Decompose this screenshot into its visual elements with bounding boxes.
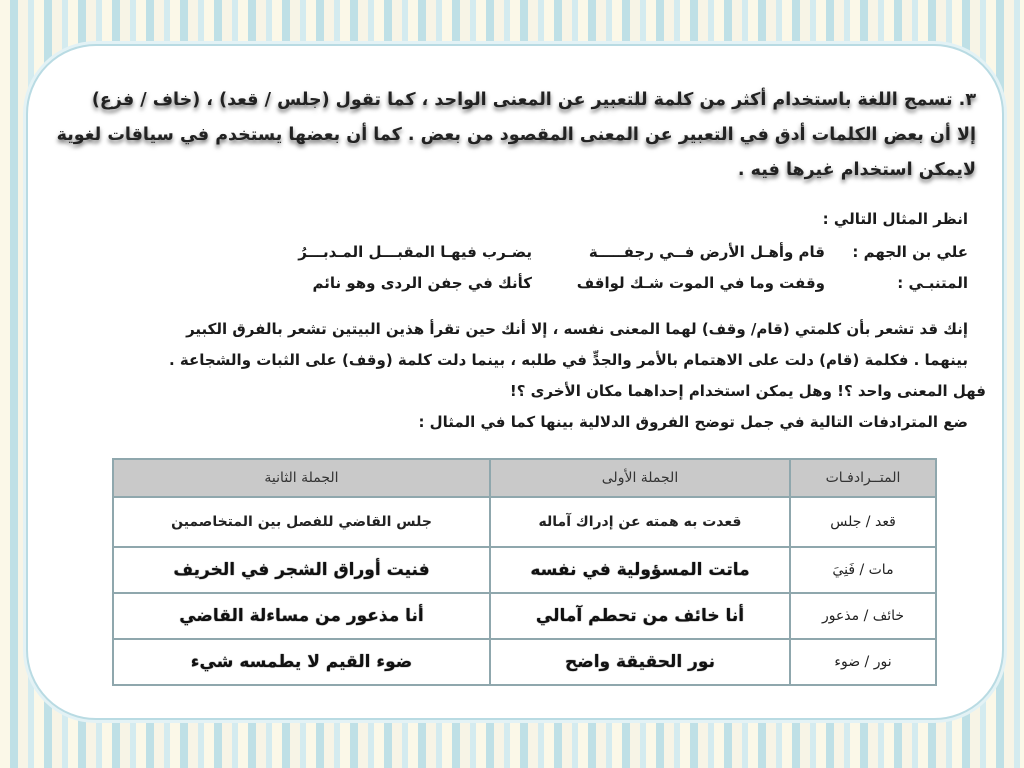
table-row	[113, 497, 936, 547]
verse-1	[268, 243, 968, 265]
synonyms-cell: نور / ضوء	[790, 639, 936, 685]
header-second-sentence: الجملة الثانية	[113, 459, 490, 497]
synonyms-cell: مات / فَنِيَ	[790, 547, 936, 593]
synonyms-cell: قعد / جلس	[790, 497, 936, 547]
first-sentence-cell: قعدت به همته عن إدراك آماله	[490, 497, 790, 547]
verse-1-poet: علي بن الجهم :	[852, 243, 968, 261]
explanation-line-1: إنك قد تشعر بأن كلمتي (قام/ وقف) لهما المعنى نفسه ، إلا أنك حين تقرأ هذين البيتين تشعر بالفرق الكبير	[186, 320, 968, 338]
first-sentence-cell	[490, 593, 790, 639]
second-sentence-cell	[113, 593, 490, 639]
intro-line-2: إلا أن بعض الكلمات أدق في التعبير عن المعنى المقصود من بعض . كما أن بعضها يستخدم في سياقات لغوية	[56, 125, 976, 145]
header-first-sentence: الجملة الأولى	[490, 459, 790, 497]
answer-text: ماتت المسؤولية في نفسه	[530, 560, 750, 580]
answer-text: ضوء القيم لا يطمسه شيء	[190, 652, 413, 672]
table-row	[113, 593, 936, 639]
verse-1-part2: يضـرب فيهـا المقبـــل المـدبـــرُ	[298, 243, 532, 261]
table-row	[113, 639, 936, 685]
answer-text: فنيت أوراق الشجر في الخريف	[173, 560, 430, 580]
answer-text: نور الحقيقة واضح	[565, 652, 715, 672]
table-header-row	[113, 459, 936, 497]
example-heading: انظر المثال التالي :	[822, 210, 968, 228]
first-sentence-cell	[490, 639, 790, 685]
answer-text: أنا خائف من تحطم آمالي	[535, 606, 745, 626]
intro-line-1: ٣. تسمح اللغة باستخدام أكثر من كلمة للتعبير عن المعنى الواحد ، كما تقول (جلس / قعد) ، (خاف / فزع)	[91, 90, 976, 110]
answer-text: أنا مذعور من مساءلة القاضي	[179, 606, 424, 626]
verse-2	[268, 274, 968, 296]
verse-1-part1: قام وأهـل الأرض فــي رجفـــــة	[588, 243, 825, 261]
explanation-line-2: بينهما . فكلمة (قام) دلت على الاهتمام بالأمر والجدٍّ في طلبه ، بينما دلت كلمة (وقف) على الثبات والشجاعة .	[168, 351, 968, 369]
verse-2-part2: كأنك في جفن الردى وهو نائم	[312, 274, 532, 292]
explanation-line-3: فهل المعنى واحد ؟! وهل يمكن استخدام إحداهما مكان الأخرى ؟!	[509, 382, 986, 400]
synonyms-cell: خائف / مذعور	[790, 593, 936, 639]
synonyms-table	[112, 458, 937, 686]
second-sentence-cell: جلس القاضي للفصل بين المتخاصمين	[113, 497, 490, 547]
second-sentence-cell	[113, 547, 490, 593]
instruction-text: ضع المترادفات التالية في جمل توضح الفروق الدلالية بينها كما في المثال :	[418, 413, 968, 431]
header-synonyms: المتــرادفـات	[790, 459, 936, 497]
verse-2-part1: وقفت وما في الموت شـك لواقف	[576, 274, 825, 292]
second-sentence-cell	[113, 639, 490, 685]
first-sentence-cell	[490, 547, 790, 593]
table-row	[113, 547, 936, 593]
verse-2-poet: المتنبـي :	[897, 274, 968, 292]
intro-line-3: لايمكن استخدام غيرها فيه .	[737, 160, 976, 180]
